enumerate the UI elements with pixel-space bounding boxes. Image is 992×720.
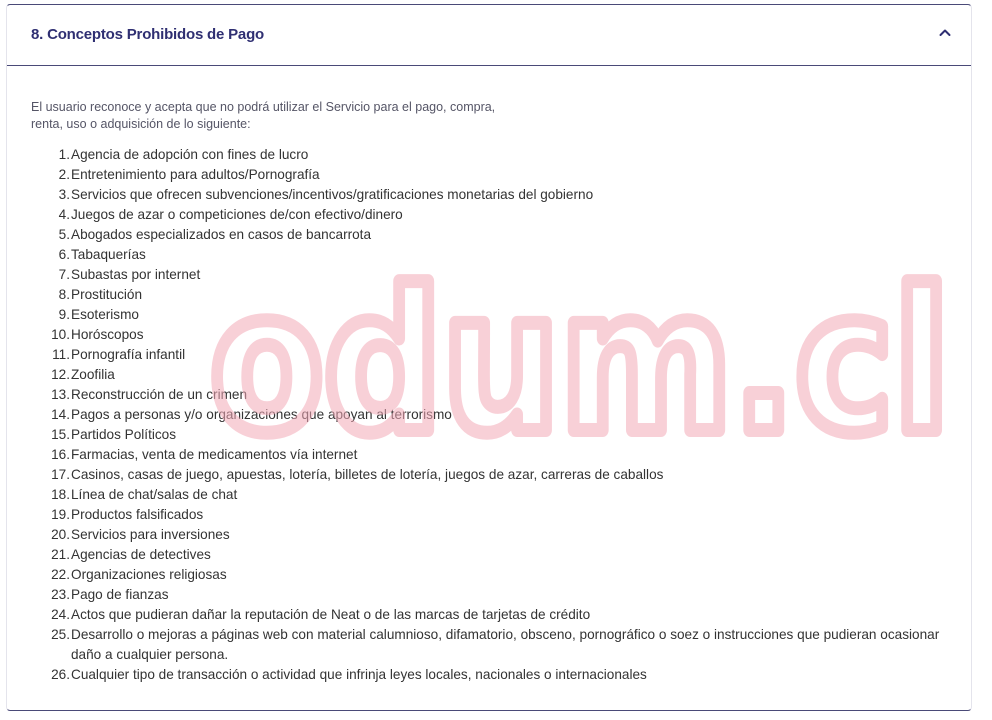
- accordion-header[interactable]: [7, 5, 971, 66]
- list-item: [31, 325, 961, 345]
- list-item: [31, 425, 961, 445]
- list-item: [31, 465, 961, 485]
- list-item-number: 19.: [51, 507, 70, 522]
- list-item-number: 3.: [58, 187, 70, 202]
- list-item-number: 25.: [51, 627, 70, 642]
- list-item: [31, 405, 961, 425]
- list-item-number: 24.: [51, 607, 70, 622]
- list-item: [31, 345, 961, 365]
- list-item: [31, 545, 961, 565]
- list-item-text: Zoofilia: [71, 367, 115, 382]
- list-item-text: Tabaquerías: [71, 247, 146, 262]
- list-item-text: Esoterismo: [71, 307, 139, 322]
- list-item-text: Horóscopos: [71, 327, 144, 342]
- list-item: [31, 205, 961, 225]
- list-item: [31, 665, 961, 685]
- list-item-number: 7.: [58, 267, 70, 282]
- list-item: [31, 165, 961, 185]
- list-item-number: 23.: [51, 587, 70, 602]
- list-item-number: 26.: [51, 667, 70, 682]
- watermark-text: odum.cl: [210, 262, 950, 462]
- list-item-text: Organizaciones religiosas: [71, 567, 227, 582]
- list-item-number: 2.: [58, 167, 70, 182]
- intro-line-1: El usuario reconoce y acepta que no podrá utilizar el Servicio para el pago, compra,: [31, 100, 496, 114]
- list-item-number: 10.: [51, 327, 70, 342]
- list-item-text: Abogados especializados en casos de bancarrota: [71, 227, 372, 242]
- list-item-text: Casinos, casas de juego, apuestas, lotería, billetes de lotería, juegos de azar, carreras de caballos: [71, 467, 664, 482]
- list-item-text: Pagos a personas y/o organizaciones que apoyan al terrorismo: [71, 407, 452, 422]
- prohibited-concepts-list: [31, 145, 961, 685]
- accordion-panel: [6, 4, 972, 711]
- list-item-number: 22.: [51, 567, 70, 582]
- list-item-text: Línea de chat/salas de chat: [71, 487, 238, 502]
- list-item-text: Pago de fianzas: [71, 587, 169, 602]
- list-item-number: 18.: [51, 487, 70, 502]
- list-item: [31, 625, 961, 665]
- list-item-number: 16.: [51, 447, 70, 462]
- list-item: [31, 225, 961, 245]
- list-item-number: 1.: [58, 147, 70, 162]
- list-item-text: Agencias de detectives: [71, 547, 211, 562]
- list-item-number: 12.: [51, 367, 70, 382]
- list-item-number: 6.: [58, 247, 70, 262]
- list-item: [31, 305, 961, 325]
- list-item: [31, 525, 961, 545]
- list-item: [31, 145, 961, 165]
- list-item: [31, 505, 961, 525]
- list-item-text: Servicios que ofrecen subvenciones/incentivos/gratificaciones monetarias del gobierno: [71, 187, 594, 202]
- list-item-number: 5.: [58, 227, 70, 242]
- list-item-number: 15.: [51, 427, 70, 442]
- list-item-text: Juegos de azar o competiciones de/con efectivo/dinero: [71, 207, 403, 222]
- list-item: [31, 185, 961, 205]
- list-item-text: Pornografía infantil: [71, 347, 186, 362]
- list-item: [31, 485, 961, 505]
- list-item-number: 13.: [51, 387, 70, 402]
- list-item-number: 11.: [52, 347, 70, 362]
- intro-line-2: renta, uso o adquisición de lo siguiente:: [31, 117, 251, 131]
- list-item: [31, 605, 961, 625]
- list-item-number: 4.: [58, 207, 70, 222]
- list-item: [31, 245, 961, 265]
- list-item: [31, 285, 961, 305]
- list-item-number: 20.: [51, 527, 70, 542]
- list-item: [31, 265, 961, 285]
- list-item-number: 8.: [58, 287, 70, 302]
- list-item-number: 14.: [51, 407, 70, 422]
- list-item-text: Reconstrucción de un crimen: [71, 387, 248, 402]
- intro-paragraph: [31, 99, 631, 133]
- list-item-text: Servicios para inversiones: [71, 527, 230, 542]
- list-item-text: Productos falsificados: [71, 507, 204, 522]
- list-item: [31, 565, 961, 585]
- list-item-text: Agencia de adopción con fines de lucro: [71, 147, 309, 162]
- list-item-text: Cualquier tipo de transacción o actividad que infrinja leyes locales, nacionales o internacionales: [71, 667, 647, 682]
- list-item-text: Prostitución: [71, 287, 143, 302]
- list-item-number: 9.: [58, 307, 70, 322]
- list-item-text: Farmacias, venta de medicamentos vía internet: [71, 447, 358, 462]
- list-item: [31, 445, 961, 465]
- list-item-text: Subastas por internet: [71, 267, 201, 282]
- list-item-text: Desarrollo o mejoras a páginas web con material calumnioso, difamatorio, obsceno, pornográfico o soez o instrucciones que pudieran ocasionar daño a cualquier persona.: [71, 627, 940, 662]
- chevron-up-icon[interactable]: [937, 25, 953, 41]
- list-item-text: Partidos Políticos: [71, 427, 177, 442]
- list-item-text: Entretenimiento para adultos/Pornografía: [71, 167, 320, 182]
- list-item-number: 17.: [51, 467, 70, 482]
- list-item: [31, 385, 961, 405]
- section-title: 8. Conceptos Prohibidos de Pago: [31, 26, 264, 43]
- list-item-text: Actos que pudieran dañar la reputación de Neat o de las marcas de tarjetas de crédito: [71, 607, 591, 622]
- list-item: [31, 365, 961, 385]
- list-item-number: 21.: [51, 547, 70, 562]
- list-item: [31, 585, 961, 605]
